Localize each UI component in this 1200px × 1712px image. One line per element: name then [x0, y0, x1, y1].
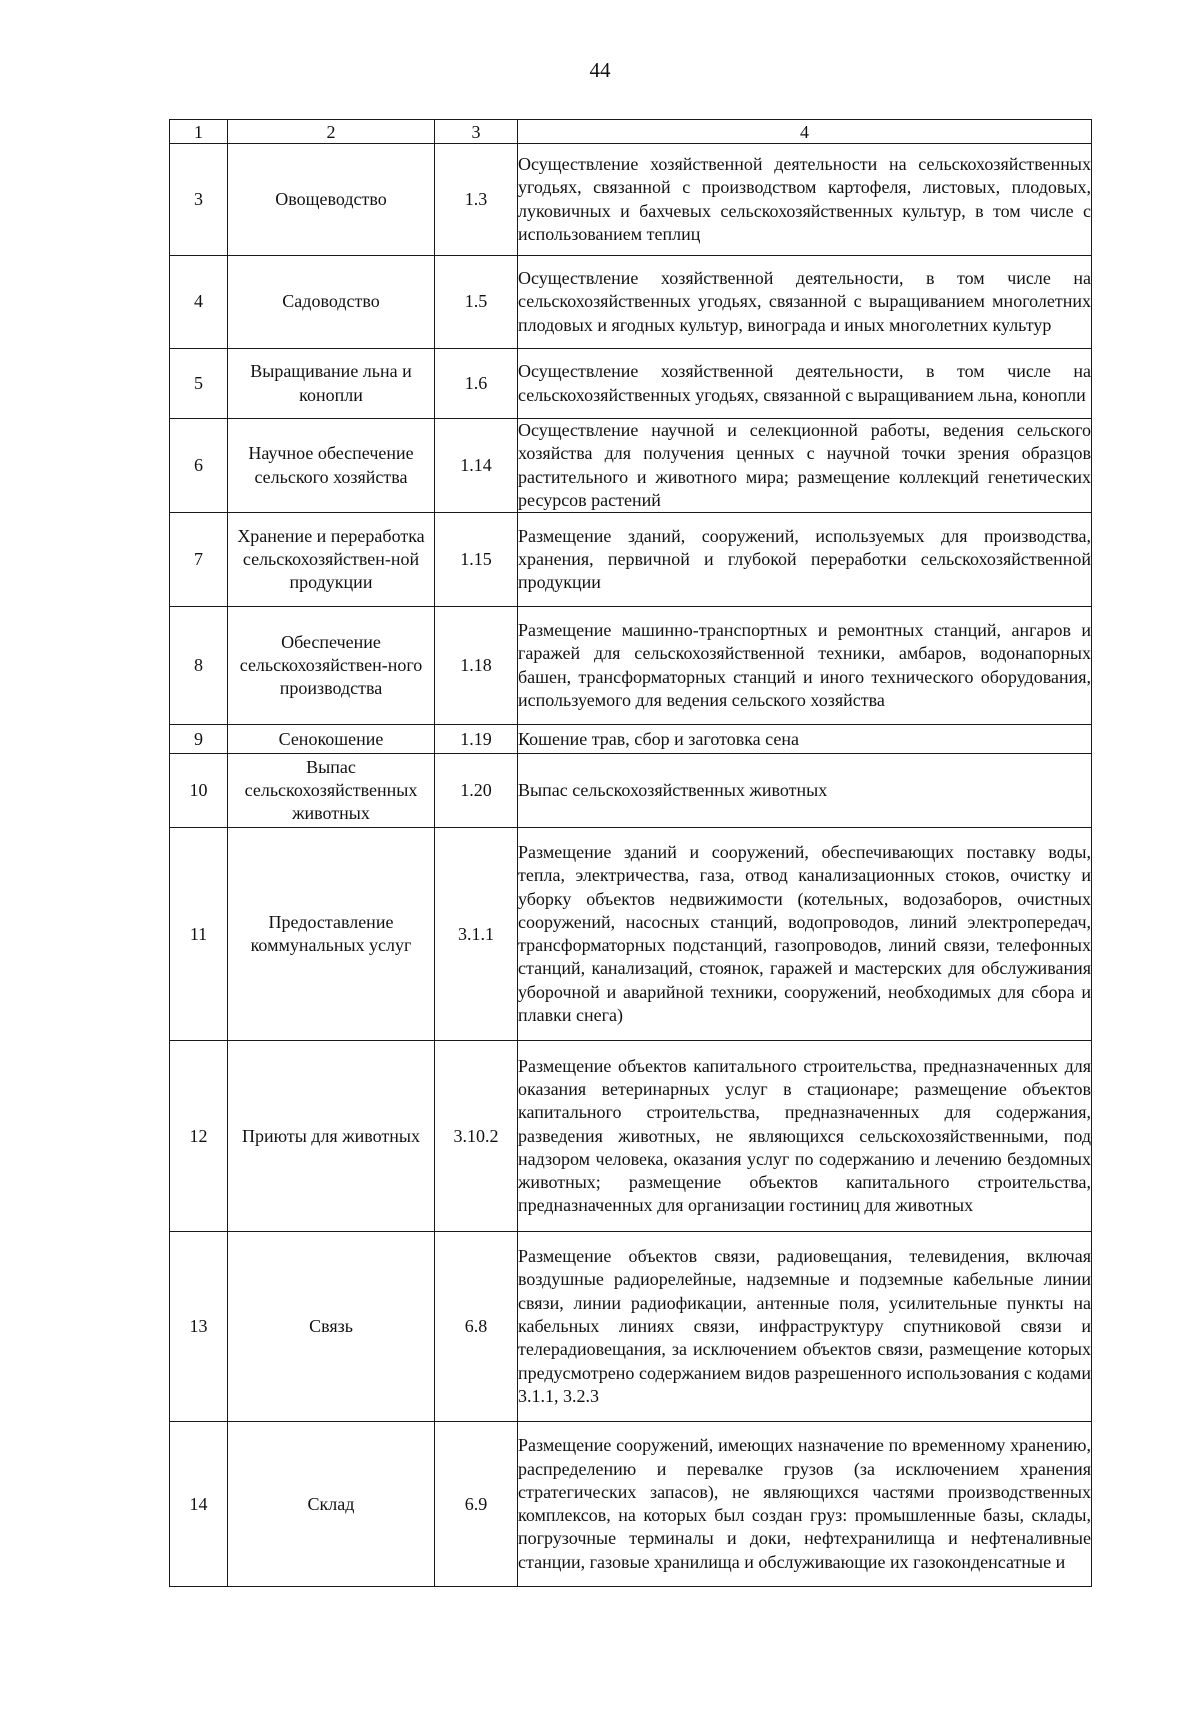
table-row	[170, 725, 1092, 754]
table-header-row	[170, 120, 1092, 144]
row-number: 5	[170, 349, 228, 419]
land-use-description: Осуществление хозяйственной деятельности, в том числе на сельскохозяйственных угодьях, связанной с выращиванием многолетних плодовых и ягодных культур, винограда и иных многолетних культур	[518, 256, 1092, 349]
land-use-name: Выращивание льна и конопли	[228, 349, 435, 419]
row-number: 12	[170, 1041, 228, 1232]
row-number: 4	[170, 256, 228, 349]
table-row	[170, 828, 1092, 1041]
land-use-name: Овощеводство	[228, 144, 435, 256]
table-row	[170, 144, 1092, 256]
land-use-name: Предоставление коммунальных услуг	[228, 828, 435, 1041]
land-use-description: Размещение сооружений, имеющих назначение по временному хранению, распределению и перевалке грузов (за исключением хранения стратегических запасов), не являющихся частями производственных комплексов, на которых был создан груз: промышленные базы, склады, погрузочные терминалы и доки, нефтехранилища и нефтеналивные станции, газовые хранилища и обслуживающие их газоконденсатные и	[518, 1422, 1092, 1587]
land-use-name: Сенокошение	[228, 725, 435, 754]
table-row	[170, 419, 1092, 513]
row-number: 3	[170, 144, 228, 256]
land-use-description: Осуществление хозяйственной деятельности, в том числе на сельскохозяйственных угодьях, связанной с выращиванием льна, конопли	[518, 349, 1092, 419]
land-use-code: 1.18	[435, 607, 518, 725]
row-number: 14	[170, 1422, 228, 1587]
row-number: 8	[170, 607, 228, 725]
page-number: 44	[589, 58, 611, 82]
land-use-description: Кошение трав, сбор и заготовка сена	[518, 725, 1092, 754]
land-use-code: 1.15	[435, 513, 518, 607]
land-use-code: 6.8	[435, 1232, 518, 1422]
land-use-description: Размещение объектов связи, радиовещания, телевидения, включая воздушные радиорелейные, надземные и подземные кабельные линии связи, линии радиофикации, антенные поля, усилительные пункты на кабельных линиях связи, инфраструктуру спутниковой связи и телерадиовещания, за исключением объектов связи, размещение которых предусмотрено содержанием видов разрешенного использования с кодами 3.1.1, 3.2.3	[518, 1232, 1092, 1422]
table-row	[170, 349, 1092, 419]
table-row	[170, 513, 1092, 607]
land-use-code: 3.10.2	[435, 1041, 518, 1232]
table-row	[170, 1041, 1092, 1232]
row-number: 13	[170, 1232, 228, 1422]
land-use-name: Научное обеспечение сельского хозяйства	[228, 419, 435, 513]
land-use-description: Размещение объектов капитального строительства, предназначенных для оказания ветеринарных услуг в стационаре; размещение объектов капитального строительства, предназначенных для содержания, разведения животных, не являющихся сельскохозяйственными, под надзором человека, оказания услуг по содержанию и лечению бездомных животных; размещение объектов капитального строительства, предназначенных для организации гостиниц для животных	[518, 1041, 1092, 1232]
header-col-4: 4	[518, 120, 1092, 144]
land-use-description: Осуществление хозяйственной деятельности на сельскохозяйственных угодьях, связанной с производством картофеля, листовых, плодовых, луковичных и бахчевых сельскохозяйственных культур, в том числе с использованием теплиц	[518, 144, 1092, 256]
table-row	[170, 1422, 1092, 1587]
land-use-name: Склад	[228, 1422, 435, 1587]
land-use-code: 1.3	[435, 144, 518, 256]
table-row	[170, 607, 1092, 725]
land-use-name: Выпас сельскохозяйственных животных	[228, 754, 435, 828]
land-use-name: Связь	[228, 1232, 435, 1422]
land-use-name: Садоводство	[228, 256, 435, 349]
header-col-1: 1	[170, 120, 228, 144]
row-number: 7	[170, 513, 228, 607]
land-use-code: 1.19	[435, 725, 518, 754]
header-col-3: 3	[435, 120, 518, 144]
row-number: 6	[170, 419, 228, 513]
land-use-description: Размещение зданий и сооружений, обеспечивающих поставку воды, тепла, электричества, газа, отвод канализационных стоков, очистку и уборку объектов недвижимости (котельных, водозаборов, очистных сооружений, насосных станций, водопроводов, линий электропередач, трансформаторных подстанций, газопроводов, линий связи, телефонных станций, канализаций, стоянок, гаражей и мастерских для обслуживания уборочной и аварийной техники, сооружений, необходимых для сбора и плавки снега)	[518, 828, 1092, 1041]
land-use-code: 1.20	[435, 754, 518, 828]
land-use-code: 6.9	[435, 1422, 518, 1587]
table-row	[170, 754, 1092, 828]
land-use-description: Выпас сельскохозяйственных животных	[518, 754, 1092, 828]
land-use-code: 1.5	[435, 256, 518, 349]
land-use-name: Хранение и переработка сельскохозяйствен-ной продукции	[228, 513, 435, 607]
land-use-description: Размещение машинно-транспортных и ремонтных станций, ангаров и гаражей для сельскохозяйственной техники, амбаров, водонапорных башен, трансформаторных станций и иного технического оборудования, используемого для ведения сельского хозяйства	[518, 607, 1092, 725]
land-use-code: 1.6	[435, 349, 518, 419]
land-use-name: Обеспечение сельскохозяйствен-ного производства	[228, 607, 435, 725]
row-number: 9	[170, 725, 228, 754]
land-use-code: 3.1.1	[435, 828, 518, 1041]
header-col-2: 2	[228, 120, 435, 144]
land-use-name: Приюты для животных	[228, 1041, 435, 1232]
land-use-description: Размещение зданий, сооружений, используемых для производства, хранения, первичной и глубокой переработки сельскохозяйственной продукции	[518, 513, 1092, 607]
land-use-table	[169, 119, 1092, 1587]
table-row	[170, 1232, 1092, 1422]
land-use-description: Осуществление научной и селекционной работы, ведения сельского хозяйства для получения ценных с научной точки зрения образцов растительного и животного мира; размещение коллекций генетических ресурсов растений	[518, 419, 1092, 513]
land-use-code: 1.14	[435, 419, 518, 513]
row-number: 11	[170, 828, 228, 1041]
table-row	[170, 256, 1092, 349]
row-number: 10	[170, 754, 228, 828]
